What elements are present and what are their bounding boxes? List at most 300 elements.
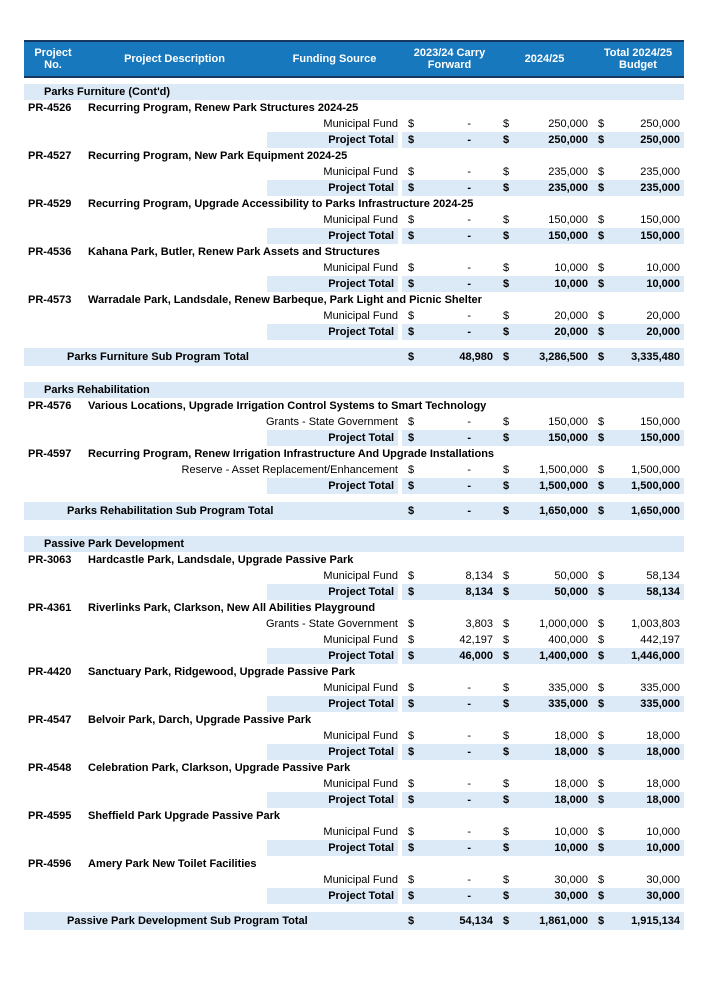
carry-forward-amount xyxy=(402,180,497,196)
total-amount xyxy=(592,348,684,366)
amount-value: 335,000 xyxy=(548,698,588,710)
column-header-project-no: Project No. xyxy=(34,47,72,71)
project-total-label-text: Project Total xyxy=(267,324,398,340)
project-description: Sheffield Park Upgrade Passive Park xyxy=(88,810,280,822)
year-amount xyxy=(497,164,592,180)
currency-symbol: $ xyxy=(503,214,510,226)
amount-value: 50,000 xyxy=(554,586,588,598)
currency-symbol: $ xyxy=(598,416,605,428)
amount-value: 20,000 xyxy=(554,326,588,338)
amount-value: 1,000,000 xyxy=(539,618,588,630)
currency-symbol: $ xyxy=(408,432,415,444)
currency-symbol: $ xyxy=(503,915,510,927)
project-description: Riverlinks Park, Clarkson, New All Abilities Playground xyxy=(88,602,376,614)
project-total-label xyxy=(24,744,402,760)
amount-value: 3,335,480 xyxy=(631,351,680,363)
project-description-row xyxy=(24,148,684,164)
amount-value: 150,000 xyxy=(548,416,588,428)
amount-value: 1,650,000 xyxy=(539,505,588,517)
year-amount xyxy=(497,616,592,632)
total-amount xyxy=(592,888,684,904)
amount-value: - xyxy=(467,262,471,274)
project-total-label xyxy=(24,840,402,856)
currency-symbol: $ xyxy=(408,182,415,194)
carry-forward-amount xyxy=(402,744,497,760)
currency-symbol: $ xyxy=(503,826,510,838)
sub-program-total-label: Passive Park Development Sub Program Total xyxy=(67,915,308,927)
project-number: PR-4596 xyxy=(28,858,72,870)
project-total-label xyxy=(24,228,402,244)
project-description-row xyxy=(24,398,684,414)
column-header-2024-25: 2024/25 xyxy=(524,53,565,65)
column-header-project-description: Project Description xyxy=(124,53,225,65)
currency-symbol: $ xyxy=(408,586,415,598)
currency-symbol: $ xyxy=(598,262,605,274)
funding-source-label: Municipal Fund xyxy=(323,778,398,790)
project-description: Belvoir Park, Darch, Upgrade Passive Park xyxy=(88,714,312,726)
carry-forward-amount xyxy=(402,308,497,324)
currency-symbol: $ xyxy=(408,505,415,517)
funding-source-row xyxy=(24,680,684,696)
currency-symbol: $ xyxy=(408,351,415,363)
project-total-row xyxy=(24,744,684,760)
total-amount xyxy=(592,180,684,196)
currency-symbol: $ xyxy=(503,166,510,178)
currency-symbol: $ xyxy=(408,634,415,646)
project-total-label xyxy=(24,888,402,904)
funding-source-label: Municipal Fund xyxy=(323,682,398,694)
currency-symbol: $ xyxy=(408,874,415,886)
project-description: Celebration Park, Clarkson, Upgrade Passive Park xyxy=(88,762,351,774)
amount-value: 20,000 xyxy=(554,310,588,322)
project-description-row xyxy=(24,196,684,212)
total-amount xyxy=(592,228,684,244)
currency-symbol: $ xyxy=(408,464,415,476)
funding-source-label: Grants - State Government xyxy=(265,416,398,428)
funding-source-row xyxy=(24,776,684,792)
amount-value: 335,000 xyxy=(640,698,680,710)
total-amount xyxy=(592,276,684,292)
amount-value: 10,000 xyxy=(554,278,588,290)
funding-source-label: Municipal Fund xyxy=(323,634,398,646)
project-number: PR-4420 xyxy=(28,666,72,678)
funding-source-label: Municipal Fund xyxy=(323,874,398,886)
project-description-row xyxy=(24,244,684,260)
sub-program-total-row xyxy=(24,502,684,520)
currency-symbol: $ xyxy=(598,278,605,290)
total-amount xyxy=(592,462,684,478)
currency-symbol: $ xyxy=(503,505,510,517)
amount-value: 1,400,000 xyxy=(539,650,588,662)
total-amount xyxy=(592,648,684,664)
project-number: PR-4529 xyxy=(28,198,72,210)
project-total-label xyxy=(24,324,402,340)
spacer-row xyxy=(24,340,684,348)
currency-symbol: $ xyxy=(598,826,605,838)
currency-symbol: $ xyxy=(503,730,510,742)
currency-symbol: $ xyxy=(503,262,510,274)
amount-value: 150,000 xyxy=(640,416,680,428)
currency-symbol: $ xyxy=(598,570,605,582)
project-number: PR-4576 xyxy=(28,400,72,412)
amount-value: 30,000 xyxy=(646,890,680,902)
currency-symbol: $ xyxy=(598,915,605,927)
currency-symbol: $ xyxy=(503,230,510,242)
amount-value: 20,000 xyxy=(646,326,680,338)
amount-value: - xyxy=(467,134,471,146)
currency-symbol: $ xyxy=(408,278,415,290)
currency-symbol: $ xyxy=(408,118,415,130)
project-description: Various Locations, Upgrade Irrigation Control Systems to Smart Technology xyxy=(88,400,487,412)
total-amount xyxy=(592,912,684,930)
currency-symbol: $ xyxy=(408,214,415,226)
project-total-label-text: Project Total xyxy=(267,888,398,904)
amount-value: 150,000 xyxy=(548,214,588,226)
currency-symbol: $ xyxy=(598,634,605,646)
year-amount xyxy=(497,728,592,744)
project-number: PR-3063 xyxy=(28,554,72,566)
carry-forward-amount xyxy=(402,132,497,148)
currency-symbol: $ xyxy=(503,890,510,902)
funding-source-row xyxy=(24,824,684,840)
currency-symbol: $ xyxy=(598,166,605,178)
sub-program-total-row xyxy=(24,348,684,366)
amount-value: - xyxy=(467,230,471,242)
amount-value: - xyxy=(467,794,471,806)
project-total-label-text: Project Total xyxy=(267,648,398,664)
project-total-row xyxy=(24,584,684,600)
project-total-label xyxy=(24,584,402,600)
currency-symbol: $ xyxy=(408,166,415,178)
amount-value: 235,000 xyxy=(640,166,680,178)
funding-source-row xyxy=(24,568,684,584)
amount-value: - xyxy=(467,214,471,226)
currency-symbol: $ xyxy=(598,778,605,790)
year-amount xyxy=(497,462,592,478)
carry-forward-amount xyxy=(402,478,497,494)
amount-value: 8,134 xyxy=(465,570,493,582)
currency-symbol: $ xyxy=(598,730,605,742)
carry-forward-amount xyxy=(402,502,497,520)
amount-value: 150,000 xyxy=(640,214,680,226)
carry-forward-amount xyxy=(402,276,497,292)
carry-forward-amount xyxy=(402,648,497,664)
funding-source-row xyxy=(24,212,684,228)
carry-forward-amount xyxy=(402,792,497,808)
currency-symbol: $ xyxy=(598,890,605,902)
amount-value: 235,000 xyxy=(548,182,588,194)
year-amount xyxy=(497,348,592,366)
currency-symbol: $ xyxy=(503,432,510,444)
amount-value: 250,000 xyxy=(548,118,588,130)
amount-value: - xyxy=(467,778,471,790)
amount-value: 1,003,803 xyxy=(631,618,680,630)
amount-value: - xyxy=(467,278,471,290)
amount-value: 400,000 xyxy=(548,634,588,646)
year-amount xyxy=(497,502,592,520)
amount-value: 250,000 xyxy=(548,134,588,146)
total-amount xyxy=(592,116,684,132)
funding-source-label: Municipal Fund xyxy=(323,310,398,322)
currency-symbol: $ xyxy=(408,746,415,758)
carry-forward-amount xyxy=(402,212,497,228)
year-amount xyxy=(497,792,592,808)
carry-forward-amount xyxy=(402,776,497,792)
project-total-row xyxy=(24,228,684,244)
total-amount xyxy=(592,792,684,808)
funding-source-label: Municipal Fund xyxy=(323,826,398,838)
year-amount xyxy=(497,116,592,132)
carry-forward-amount xyxy=(402,872,497,888)
year-amount xyxy=(497,584,592,600)
currency-symbol: $ xyxy=(408,682,415,694)
currency-symbol: $ xyxy=(598,182,605,194)
project-total-label-text: Project Total xyxy=(267,792,398,808)
currency-symbol: $ xyxy=(598,505,605,517)
currency-symbol: $ xyxy=(503,351,510,363)
amount-value: 10,000 xyxy=(646,278,680,290)
amount-value: 150,000 xyxy=(548,230,588,242)
project-total-label xyxy=(24,792,402,808)
project-description-row xyxy=(24,600,684,616)
carry-forward-amount xyxy=(402,228,497,244)
currency-symbol: $ xyxy=(503,310,510,322)
currency-symbol: $ xyxy=(503,682,510,694)
project-description: Sanctuary Park, Ridgewood, Upgrade Passive Park xyxy=(88,666,356,678)
amount-value: 18,000 xyxy=(554,730,588,742)
project-total-label-text: Project Total xyxy=(267,276,398,292)
currency-symbol: $ xyxy=(408,730,415,742)
amount-value: 30,000 xyxy=(646,874,680,886)
year-amount xyxy=(497,840,592,856)
project-description-row xyxy=(24,292,684,308)
amount-value: - xyxy=(467,682,471,694)
project-number: PR-4361 xyxy=(28,602,72,614)
carry-forward-amount xyxy=(402,164,497,180)
funding-source-label: Municipal Fund xyxy=(323,730,398,742)
year-amount xyxy=(497,276,592,292)
currency-symbol: $ xyxy=(503,586,510,598)
amount-value: 1,861,000 xyxy=(539,915,588,927)
currency-symbol: $ xyxy=(408,618,415,630)
funding-source-row xyxy=(24,414,684,430)
currency-symbol: $ xyxy=(408,134,415,146)
project-number: PR-4526 xyxy=(28,102,72,114)
currency-symbol: $ xyxy=(408,842,415,854)
funding-source-label: Municipal Fund xyxy=(323,214,398,226)
sub-program-total-row xyxy=(24,912,684,930)
column-header-total-budget: Total 2024/25 Budget xyxy=(603,47,673,71)
currency-symbol: $ xyxy=(408,915,415,927)
amount-value: 442,197 xyxy=(640,634,680,646)
project-description: Recurring Program, Renew Park Structures 2024-25 xyxy=(88,102,359,114)
currency-symbol: $ xyxy=(598,794,605,806)
currency-symbol: $ xyxy=(598,214,605,226)
currency-symbol: $ xyxy=(598,586,605,598)
amount-value: - xyxy=(467,464,471,476)
amount-value: 30,000 xyxy=(554,890,588,902)
total-amount xyxy=(592,308,684,324)
carry-forward-amount xyxy=(402,462,497,478)
carry-forward-amount xyxy=(402,324,497,340)
currency-symbol: $ xyxy=(598,746,605,758)
amount-value: 1,446,000 xyxy=(631,650,680,662)
currency-symbol: $ xyxy=(503,618,510,630)
project-total-label-text: Project Total xyxy=(267,696,398,712)
total-amount xyxy=(592,430,684,446)
total-amount xyxy=(592,502,684,520)
funding-source-row xyxy=(24,632,684,648)
amount-value: 10,000 xyxy=(646,262,680,274)
amount-value: 235,000 xyxy=(548,166,588,178)
amount-value: 335,000 xyxy=(548,682,588,694)
total-amount xyxy=(592,744,684,760)
project-total-row xyxy=(24,648,684,664)
amount-value: 18,000 xyxy=(554,778,588,790)
total-amount xyxy=(592,840,684,856)
carry-forward-amount xyxy=(402,414,497,430)
carry-forward-amount xyxy=(402,616,497,632)
amount-value: 150,000 xyxy=(548,432,588,444)
carry-forward-amount xyxy=(402,430,497,446)
project-total-label-text: Project Total xyxy=(267,478,398,494)
funding-source-row xyxy=(24,308,684,324)
project-description: Recurring Program, Renew Irrigation Infrastructure And Upgrade Installations xyxy=(88,448,495,460)
currency-symbol: $ xyxy=(598,118,605,130)
funding-source-row xyxy=(24,260,684,276)
currency-symbol: $ xyxy=(598,432,605,444)
year-amount xyxy=(497,824,592,840)
amount-value: - xyxy=(467,166,471,178)
currency-symbol: $ xyxy=(503,874,510,886)
total-amount xyxy=(592,824,684,840)
funding-source-label: Reserve - Asset Replacement/Enhancement xyxy=(181,464,398,476)
funding-source-label: Municipal Fund xyxy=(323,166,398,178)
year-amount xyxy=(497,680,592,696)
total-amount xyxy=(592,478,684,494)
currency-symbol: $ xyxy=(408,698,415,710)
year-amount xyxy=(497,632,592,648)
year-amount xyxy=(497,696,592,712)
amount-value: 150,000 xyxy=(640,230,680,242)
currency-symbol: $ xyxy=(598,682,605,694)
amount-value: - xyxy=(467,730,471,742)
table-header-row xyxy=(24,40,684,78)
currency-symbol: $ xyxy=(503,570,510,582)
currency-symbol: $ xyxy=(598,134,605,146)
currency-symbol: $ xyxy=(503,326,510,338)
project-total-label-text: Project Total xyxy=(267,228,398,244)
project-description: Hardcastle Park, Landsdale, Upgrade Passive Park xyxy=(88,554,354,566)
amount-value: 1,650,000 xyxy=(631,505,680,517)
currency-symbol: $ xyxy=(503,634,510,646)
carry-forward-amount xyxy=(402,824,497,840)
currency-symbol: $ xyxy=(503,278,510,290)
carry-forward-amount xyxy=(402,912,497,930)
sub-program-total-label: Parks Furniture Sub Program Total xyxy=(67,351,249,363)
amount-value: - xyxy=(467,505,471,517)
column-header-funding-source: Funding Source xyxy=(292,53,377,65)
carry-forward-amount xyxy=(402,840,497,856)
project-total-label xyxy=(24,696,402,712)
project-total-row xyxy=(24,478,684,494)
carry-forward-amount xyxy=(402,888,497,904)
year-amount xyxy=(497,308,592,324)
amount-value: 1,500,000 xyxy=(539,464,588,476)
currency-symbol: $ xyxy=(598,874,605,886)
amount-value: 50,000 xyxy=(554,570,588,582)
amount-value: 335,000 xyxy=(640,682,680,694)
currency-symbol: $ xyxy=(408,890,415,902)
project-total-label-text: Project Total xyxy=(267,840,398,856)
project-total-row xyxy=(24,792,684,808)
amount-value: 54,134 xyxy=(459,915,493,927)
amount-value: 48,980 xyxy=(459,351,493,363)
project-description: Warradale Park, Landsdale, Renew Barbeque, Park Light and Picnic Shelter xyxy=(88,294,482,306)
currency-symbol: $ xyxy=(503,464,510,476)
currency-symbol: $ xyxy=(598,464,605,476)
section-header-row: Parks Furniture (Cont'd) xyxy=(24,84,684,100)
project-number: PR-4573 xyxy=(28,294,72,306)
amount-value: 42,197 xyxy=(459,634,493,646)
funding-source-row xyxy=(24,872,684,888)
currency-symbol: $ xyxy=(598,480,605,492)
funding-source-label: Municipal Fund xyxy=(323,570,398,582)
project-description: Recurring Program, Upgrade Accessibility to Parks Infrastructure 2024-25 xyxy=(88,198,474,210)
funding-source-row xyxy=(24,728,684,744)
project-total-label xyxy=(24,132,402,148)
funding-source-row xyxy=(24,164,684,180)
project-description-row xyxy=(24,712,684,728)
amount-value: 18,000 xyxy=(646,730,680,742)
table-body xyxy=(24,78,684,930)
amount-value: 18,000 xyxy=(646,794,680,806)
project-total-label xyxy=(24,430,402,446)
amount-value: - xyxy=(467,874,471,886)
total-amount xyxy=(592,324,684,340)
total-amount xyxy=(592,696,684,712)
currency-symbol: $ xyxy=(503,480,510,492)
currency-symbol: $ xyxy=(408,650,415,662)
project-description-row xyxy=(24,664,684,680)
amount-value: - xyxy=(467,118,471,130)
project-description: Amery Park New Toilet Facilities xyxy=(88,858,257,870)
project-total-row xyxy=(24,430,684,446)
year-amount xyxy=(497,568,592,584)
project-total-row xyxy=(24,132,684,148)
carry-forward-amount xyxy=(402,348,497,366)
amount-value: 46,000 xyxy=(459,650,493,662)
project-total-label-text: Project Total xyxy=(267,430,398,446)
currency-symbol: $ xyxy=(598,618,605,630)
currency-symbol: $ xyxy=(503,650,510,662)
amount-value: 58,134 xyxy=(646,586,680,598)
total-amount xyxy=(592,872,684,888)
amount-value: 1,500,000 xyxy=(539,480,588,492)
amount-value: - xyxy=(467,746,471,758)
amount-value: - xyxy=(467,842,471,854)
amount-value: 8,134 xyxy=(465,586,493,598)
project-description: Kahana Park, Butler, Renew Park Assets and Structures xyxy=(88,246,380,258)
project-total-label xyxy=(24,180,402,196)
currency-symbol: $ xyxy=(408,262,415,274)
project-number: PR-4595 xyxy=(28,810,72,822)
spacer-row xyxy=(24,366,684,382)
project-total-row xyxy=(24,276,684,292)
amount-value: - xyxy=(467,826,471,838)
total-amount xyxy=(592,680,684,696)
carry-forward-amount xyxy=(402,728,497,744)
